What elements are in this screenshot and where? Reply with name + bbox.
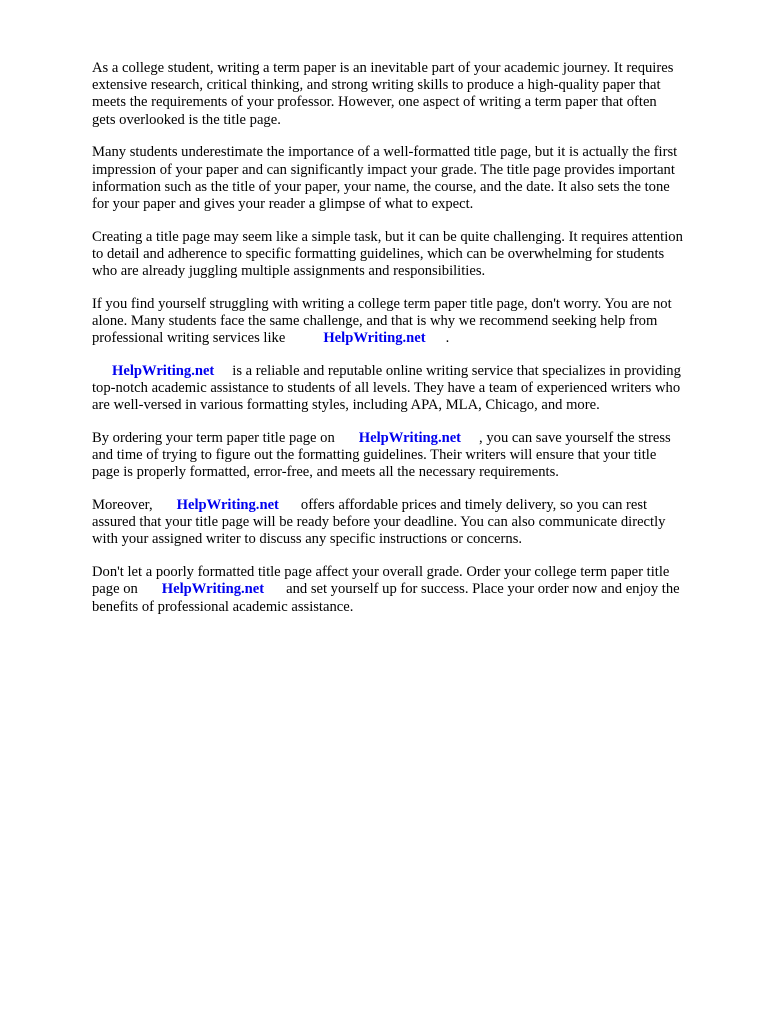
text-segment: . — [445, 330, 450, 347]
text-line: to detail and adherence to specific formatting guidelines, which can be overwhelming for students — [92, 245, 665, 262]
paragraph-service — [92, 363, 732, 415]
helpwriting-link[interactable]: HelpWriting.net — [358, 429, 462, 446]
text-line: assured that your title page will be ready before your deadline. You can also communicate directly — [92, 514, 666, 531]
text-segment: Moreover, — [92, 497, 153, 514]
text-segment: , you can save yourself the stress — [479, 429, 671, 446]
text-line: gets overlooked is the title page. — [92, 111, 281, 128]
text-line: impression of your paper and can significantly impact your grade. The title page provides important — [92, 161, 675, 178]
paragraph-importance — [92, 144, 732, 213]
paragraph-pricing — [92, 497, 732, 549]
text-line — [92, 330, 732, 347]
helpwriting-link[interactable]: HelpWriting.net — [161, 581, 265, 598]
text-line — [92, 497, 732, 514]
text-line: If you find yourself struggling with writing a college term paper title page, don't worry. You are not — [92, 295, 672, 312]
paragraph-ordering — [92, 430, 732, 482]
text-segment: page on — [92, 581, 138, 598]
text-line: who are already juggling multiple assignments and responsibilities. — [92, 263, 486, 280]
text-line: As a college student, writing a term paper is an inevitable part of your academic journey. It requires — [92, 60, 674, 76]
paragraph-challenge — [92, 229, 732, 281]
text-line: meets the requirements of your professor. However, one aspect of writing a term paper that often — [92, 94, 657, 111]
text-line: information such as the title of your paper, your name, the course, and the date. It also sets the tone — [92, 178, 670, 195]
text-line: Many students underestimate the importance of a well-formatted title page, but it is actually the first — [92, 144, 678, 161]
text-line: for your paper and gives your reader a glimpse of what to expect. — [92, 195, 474, 212]
text-line: with your assigned writer to discuss any specific instructions or concerns. — [92, 531, 523, 548]
text-line: extensive research, critical thinking, and strong writing skills to produce a high-quality paper that — [92, 77, 661, 94]
paragraph-intro — [92, 60, 732, 129]
document-page — [92, 60, 732, 631]
helpwriting-link[interactable]: HelpWriting.net — [112, 362, 215, 379]
text-line: and time of trying to figure out the formatting guidelines. Their writers will ensure that your title — [92, 447, 657, 464]
text-line — [92, 430, 732, 447]
text-segment: By ordering your term paper title page on — [92, 429, 335, 446]
paragraph-conclusion — [92, 564, 732, 616]
text-line: alone. Many students face the same challenge, and that is why we recommend seeking help from — [92, 312, 658, 329]
text-segment: offers affordable prices and timely delivery, so you can rest — [300, 497, 648, 514]
text-segment: is a reliable and reputable online writing service that specializes in providing — [232, 362, 681, 379]
helpwriting-link[interactable]: HelpWriting.net — [176, 497, 279, 514]
text-segment: and set yourself up for success. Place your order now and enjoy the — [286, 581, 680, 598]
text-line: page is properly formatted, error-free, and meets all the necessary requirements. — [92, 464, 559, 481]
text-line: Don't let a poorly formatted title page affect your overall grade. Order your college term paper title — [92, 564, 670, 581]
text-line — [92, 581, 732, 598]
helpwriting-link[interactable]: HelpWriting.net — [323, 330, 426, 347]
text-segment: professional writing services like — [92, 330, 286, 347]
text-line: benefits of professional academic assistance. — [92, 598, 354, 615]
text-line — [92, 363, 732, 380]
text-line: Creating a title page may seem like a simple task, but it can be quite challenging. It requires attention — [92, 228, 683, 245]
text-line: top-notch academic assistance to students of all levels. They have a team of experienced writers who — [92, 380, 681, 397]
paragraph-recommendation — [92, 296, 732, 348]
text-line: are well-versed in various formatting styles, including APA, MLA, Chicago, and more. — [92, 397, 600, 414]
